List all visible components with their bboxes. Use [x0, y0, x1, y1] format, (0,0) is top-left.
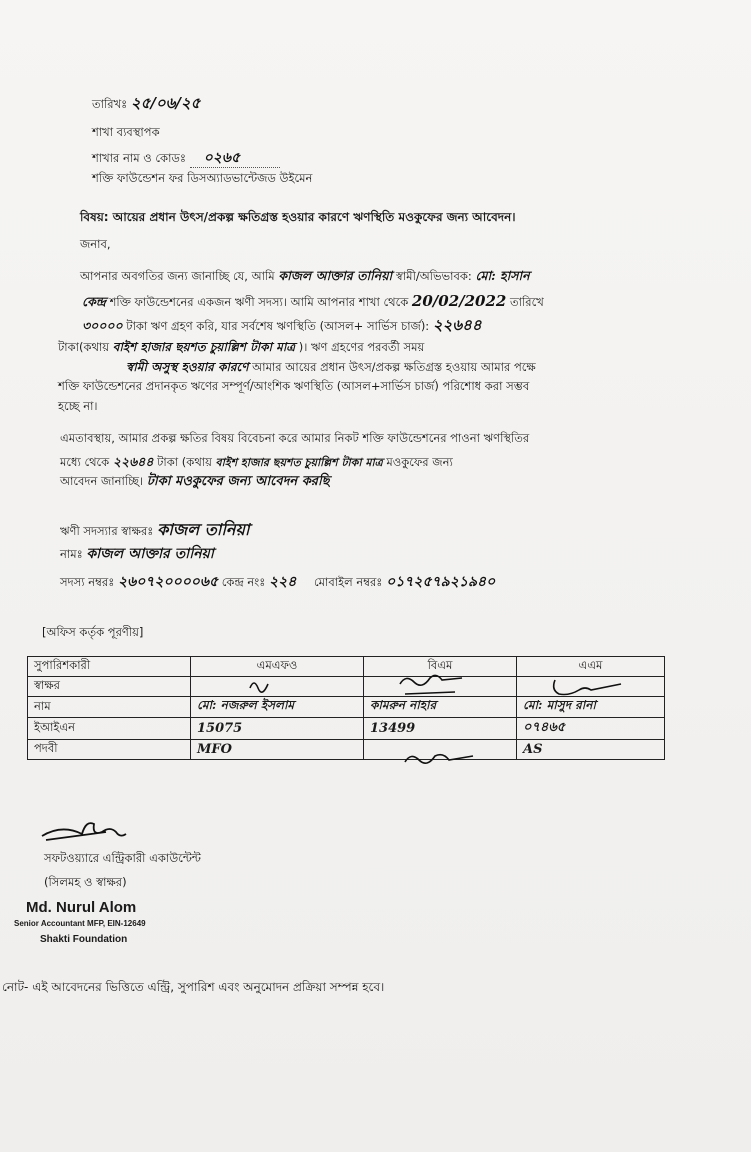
para1-line6: শক্তি ফাউন্ডেশনের প্রদানকৃত ঋণের সম্পূর্ণ/আংশিক ঋণস্থিতি (আসল+সার্ভিস চার্জ) পরিশোধ করা সম্ভব	[58, 379, 530, 393]
bm-signature-scribble	[400, 675, 462, 694]
mfo-name: মো: নজরুল ইসলাম	[191, 697, 364, 718]
salutation: জনাব,	[80, 237, 111, 251]
software-entry-label: সফটওয়্যারে এন্ট্রিকারী একাউন্টেন্ট	[44, 851, 201, 865]
mfo-signature-scribble	[250, 683, 268, 692]
recipient-title: শাখা ব্যবস্থাপক	[92, 125, 160, 139]
mfo-designation: MFO	[191, 740, 364, 760]
para1-text-d: টাকা ঋণ গ্রহণ করি, যার সর্বশেষ ঋণস্থিতি (আসল+ সার্ভিস চার্জ):	[126, 319, 430, 333]
header-bm: বিএম	[364, 657, 517, 677]
mobile-number: ০১৭২৫৭৯২১৯৪০	[386, 574, 496, 590]
guardian-label: স্বামী/অভিভাবক:	[395, 269, 472, 283]
waiver-amount-handwritten: ২২৬৪৪	[112, 454, 154, 469]
stamp-title: Senior Accountant MFP, EIN-12649	[14, 919, 146, 928]
bm-name: কামরুন নাহার	[364, 697, 517, 718]
date-label: তারিখঃ	[92, 97, 128, 111]
organization-line: শক্তি ফাউন্ডেশন ফর ডিসঅ্যাডভান্টেজড উইমেন	[92, 171, 313, 185]
center-handwritten: কেন্দ্র	[82, 294, 106, 309]
am-ein: ০৭৪৬৫	[517, 718, 665, 740]
para1-text-e: )। ঋণ গ্রহণের পরবর্তী সময়	[298, 340, 425, 354]
para2-text-d: আবেদন জানাচ্ছি।	[60, 474, 144, 488]
name-label: নামঃ	[60, 547, 83, 561]
signature-label: ঋণী সদস্যার স্বাক্ষরঃ	[60, 524, 154, 538]
applicant-name: কাজল আক্তার তানিয়া	[86, 546, 214, 562]
branch-label: শাখার নাম ও কোডঃ	[92, 151, 187, 165]
stamp-name: Md. Nurul Alom	[26, 899, 137, 916]
para2-text-c: মওকুফের জন্য	[386, 455, 453, 469]
member-number-label: সদস্য নম্বরঃ	[60, 575, 115, 589]
para1-text-f: আমার আয়ের প্রধান উৎস/প্রকল্প ক্ষতিগ্রস্ত হওয়ায় আমার পক্ষে	[252, 360, 536, 374]
am-signature-scribble	[554, 680, 621, 695]
header-recommender: সুপারিশকারী	[28, 657, 191, 677]
branch-code: ০২৬৫	[203, 150, 241, 166]
stamp-organization: Shakti Foundation	[40, 934, 128, 945]
para2-line1: এমতাবস্থায়, আমার প্রকল্প ক্ষতির বিষয় বিবেচনা করে আমার নিকট শক্তি ফাউন্ডেশনের পাওনা ঋণস্থিতির	[60, 431, 530, 445]
para2-text-b: টাকা (কথায়	[157, 455, 212, 469]
row-label: ইআইএন	[28, 718, 191, 740]
in-words-label: টাকা(কথায়	[58, 340, 110, 354]
para1-text-c: তারিখে	[510, 295, 544, 309]
date-value: ২৫/০৬/২৫	[130, 94, 201, 112]
reason-handwritten: স্বামী অসুস্থ হওয়ার কারণে	[126, 360, 249, 374]
guardian-name-handwritten: মো: হাসান	[475, 268, 530, 283]
para1-text-a: আপনার অবগতির জন্য জানাচ্ছি যে, আমি	[80, 269, 275, 283]
para1-line7: হচ্ছে না।	[58, 399, 98, 413]
waiver-words-handwritten: বাইশ হাজার ছয়শত চুয়াল্লিশ টাকা মাত্র	[215, 456, 383, 469]
accountant-signature-scribble	[42, 823, 126, 840]
row-label: পদবী	[28, 740, 191, 760]
am-designation: AS	[517, 740, 665, 760]
member-number: ২৬০৭২০০০০৬৫	[117, 574, 219, 590]
subject-label: বিষয়:	[80, 210, 109, 224]
seal-and-sign-label: (সিলমহ ও স্বাক্ষর)	[44, 875, 127, 889]
footer-note: নোট- এই আবেদনের ভিত্তিতে এন্ট্রি, সুপারিশ এবং অনুমোদন প্রক্রিয়া সম্পন্ন হবে।	[2, 980, 385, 994]
loan-amount-handwritten: ৩০০০০	[82, 318, 123, 333]
waiver-request-handwritten: টাকা মওকুফের জন্য আবেদন করছি	[146, 474, 330, 489]
loan-date-handwritten: 20/02/2022	[411, 292, 507, 310]
applicant-signature: কাজল তানিয়া	[157, 520, 250, 539]
office-section-label: [অফিস কর্তৃক পূরণীয়]	[42, 625, 144, 639]
row-label: নাম	[28, 697, 191, 718]
bm-ein: 13499	[364, 718, 517, 740]
amount-in-words-handwritten: বাইশ হাজার ছয়শত চুয়াল্লিশ টাকা মাত্র	[112, 340, 296, 354]
para1-text-b: শক্তি ফাউন্ডেশনের একজন ঋণী সদস্য। আমি আপনার শাখা থেকে	[109, 295, 409, 309]
loan-balance-handwritten: ২২৬৪৪	[432, 316, 482, 334]
center-number-label: কেন্দ্র নংঃ	[221, 575, 266, 589]
applicant-name-handwritten: কাজল আক্তার তানিয়া	[278, 268, 393, 283]
header-mfo: এমএফও	[191, 657, 364, 677]
row-label: স্বাক্ষর	[28, 677, 191, 697]
mobile-number-label: মোবাইল নম্বরঃ	[314, 575, 383, 589]
am-name: মো: মাসুদ রানা	[517, 697, 665, 718]
header-am: এএম	[517, 657, 665, 677]
bm-designation-scribble	[405, 755, 473, 764]
center-number: ২২৪	[269, 574, 297, 590]
para2-text-a: মধ্যে থেকে	[60, 455, 110, 469]
subject-text: আয়ের প্রধান উৎস/প্রকল্প ক্ষতিগ্রস্ত হওয়ার কারণে ঋণস্থিতি মওকুফের জন্য আবেদন।	[112, 210, 516, 224]
mfo-ein: 15075	[191, 718, 364, 740]
